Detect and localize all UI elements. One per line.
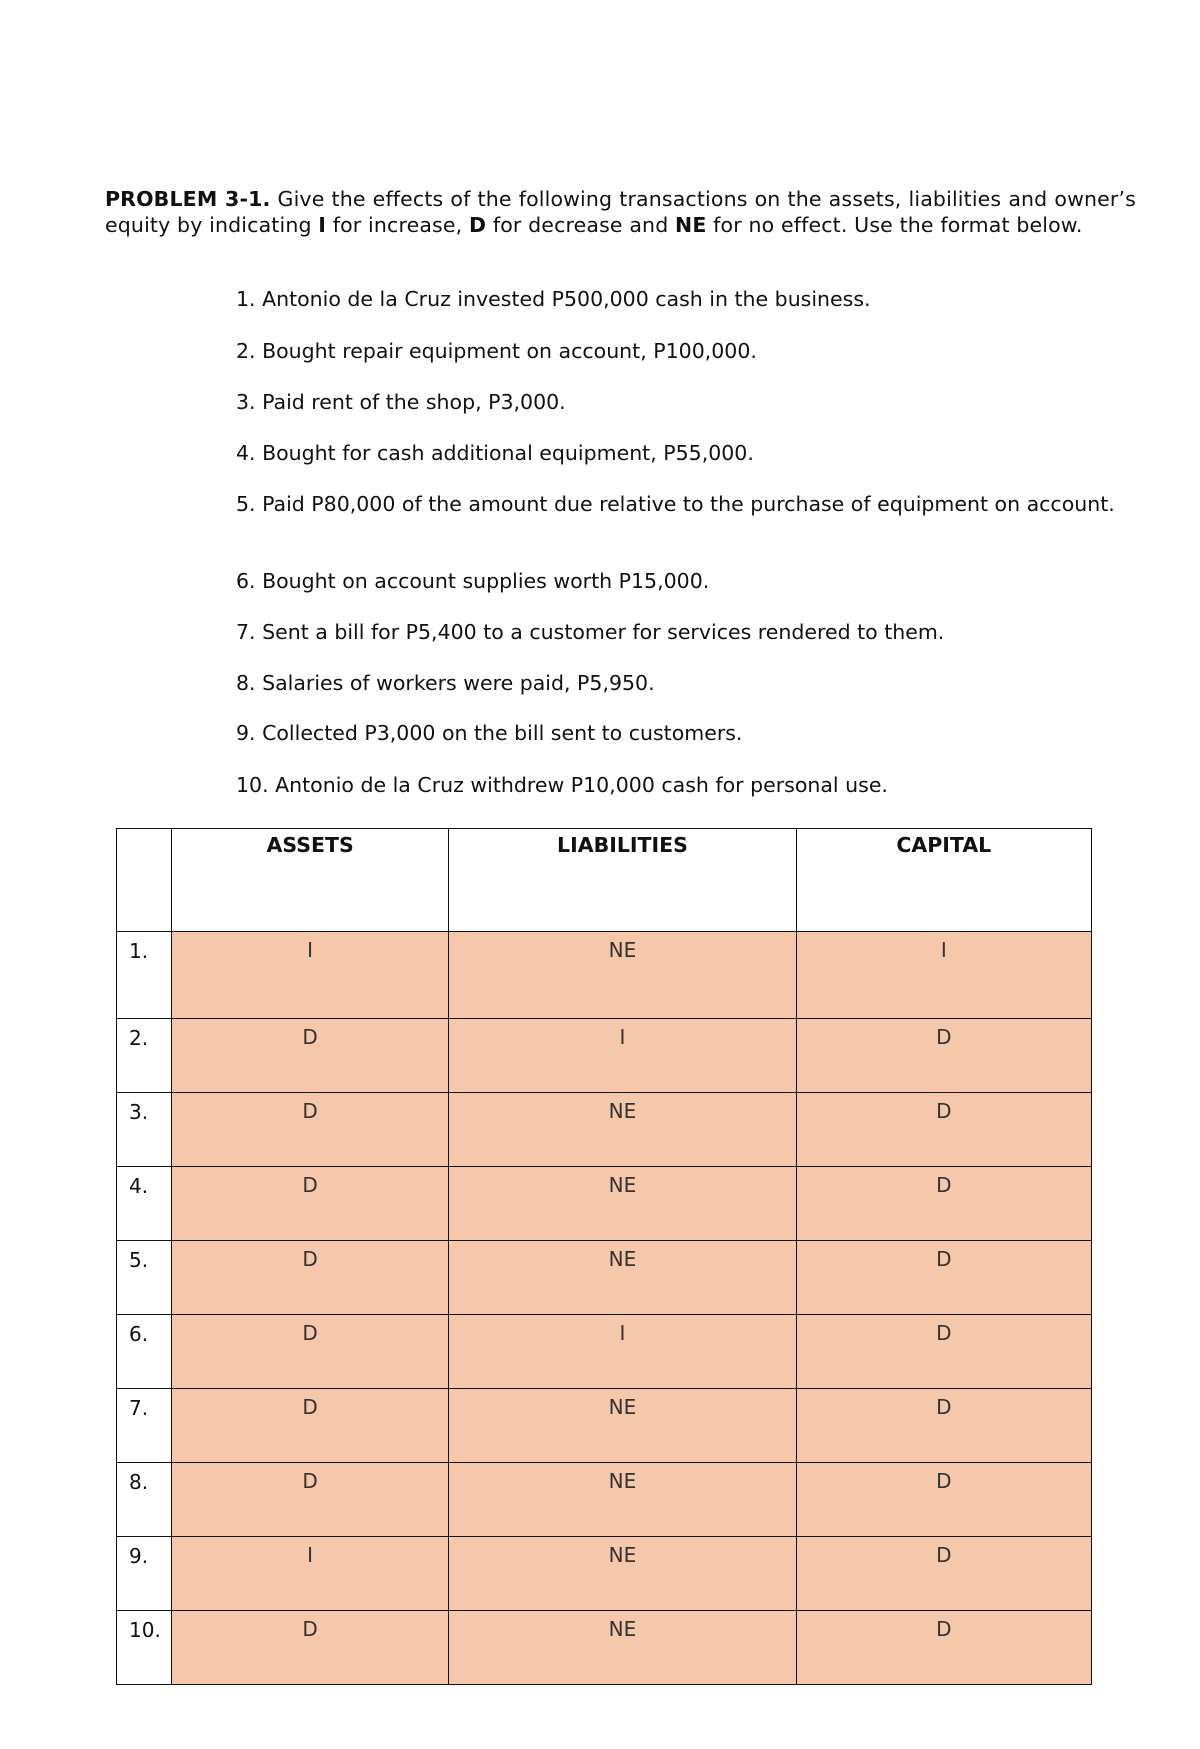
- assets-cell: D: [171, 1019, 448, 1093]
- table-row: [117, 1315, 1092, 1389]
- row-number: 6.: [117, 1315, 172, 1389]
- transaction-item: 6. Bought on account supplies worth P15,000.: [236, 569, 710, 593]
- header-number: [117, 829, 172, 932]
- assets-cell: D: [171, 1093, 448, 1167]
- assets-cell: D: [171, 1241, 448, 1315]
- transaction-item: 3. Paid rent of the shop, P3,000.: [236, 390, 566, 414]
- table-header-row: [117, 829, 1092, 932]
- capital-cell: D: [796, 1167, 1091, 1241]
- table-row: [117, 1167, 1092, 1241]
- assets-cell: I: [171, 932, 448, 1019]
- transaction-item: 8. Salaries of workers were paid, P5,950.: [236, 671, 655, 695]
- problem-statement: [105, 186, 1136, 238]
- table-row: [117, 932, 1092, 1019]
- transaction-item: 5. Paid P80,000 of the amount due relative to the purchase of equipment on account.: [236, 492, 1115, 516]
- transaction-item: 7. Sent a bill for P5,400 to a customer for services rendered to them.: [236, 620, 945, 644]
- header-liabilities: LIABILITIES: [449, 829, 796, 932]
- row-number: 7.: [117, 1389, 172, 1463]
- capital-cell: D: [796, 1537, 1091, 1611]
- assets-cell: I: [171, 1537, 448, 1611]
- assets-cell: D: [171, 1315, 448, 1389]
- row-number: 10.: [117, 1611, 172, 1685]
- liabilities-cell: NE: [449, 932, 796, 1019]
- header-capital: CAPITAL: [796, 829, 1091, 932]
- capital-cell: I: [796, 932, 1091, 1019]
- effects-table: [116, 828, 1092, 1685]
- capital-cell: D: [796, 1463, 1091, 1537]
- header-assets: ASSETS: [171, 829, 448, 932]
- transaction-item: 10. Antonio de la Cruz withdrew P10,000 cash for personal use.: [236, 773, 888, 797]
- table-row: [117, 1241, 1092, 1315]
- row-number: 1.: [117, 932, 172, 1019]
- liabilities-cell: NE: [449, 1093, 796, 1167]
- capital-cell: D: [796, 1093, 1091, 1167]
- row-number: 2.: [117, 1019, 172, 1093]
- table-row: [117, 1093, 1092, 1167]
- problem-text: Give the effects of the following transactions on the assets, liabilities and owner’s equity by indicating: [105, 187, 1136, 237]
- problem-label: PROBLEM 3-1.: [105, 187, 271, 211]
- row-number: 3.: [117, 1093, 172, 1167]
- liabilities-cell: I: [449, 1315, 796, 1389]
- capital-cell: D: [796, 1315, 1091, 1389]
- transaction-item: 4. Bought for cash additional equipment, P55,000.: [236, 441, 754, 465]
- capital-cell: D: [796, 1241, 1091, 1315]
- table-row: [117, 1611, 1092, 1685]
- table-row: [117, 1019, 1092, 1093]
- liabilities-cell: NE: [449, 1167, 796, 1241]
- liabilities-cell: I: [449, 1019, 796, 1093]
- capital-cell: D: [796, 1389, 1091, 1463]
- problem-text: for increase,: [326, 213, 469, 237]
- key-increase: I: [318, 213, 327, 237]
- transaction-item: 2. Bought repair equipment on account, P100,000.: [236, 339, 757, 363]
- table-row: [117, 1389, 1092, 1463]
- row-number: 5.: [117, 1241, 172, 1315]
- transaction-item: 9. Collected P3,000 on the bill sent to customers.: [236, 721, 743, 745]
- capital-cell: D: [796, 1611, 1091, 1685]
- capital-cell: D: [796, 1019, 1091, 1093]
- table-row: [117, 1537, 1092, 1611]
- key-no-effect: NE: [675, 213, 707, 237]
- problem-text: for no effect. Use the format below.: [706, 213, 1083, 237]
- problem-text: for decrease and: [486, 213, 676, 237]
- row-number: 4.: [117, 1167, 172, 1241]
- assets-cell: D: [171, 1167, 448, 1241]
- liabilities-cell: NE: [449, 1389, 796, 1463]
- liabilities-cell: NE: [449, 1241, 796, 1315]
- table-row: [117, 1463, 1092, 1537]
- transaction-item: 1. Antonio de la Cruz invested P500,000 cash in the business.: [236, 287, 871, 311]
- liabilities-cell: NE: [449, 1537, 796, 1611]
- assets-cell: D: [171, 1611, 448, 1685]
- assets-cell: D: [171, 1389, 448, 1463]
- liabilities-cell: NE: [449, 1463, 796, 1537]
- row-number: 8.: [117, 1463, 172, 1537]
- row-number: 9.: [117, 1537, 172, 1611]
- liabilities-cell: NE: [449, 1611, 796, 1685]
- key-decrease: D: [469, 213, 487, 237]
- assets-cell: D: [171, 1463, 448, 1537]
